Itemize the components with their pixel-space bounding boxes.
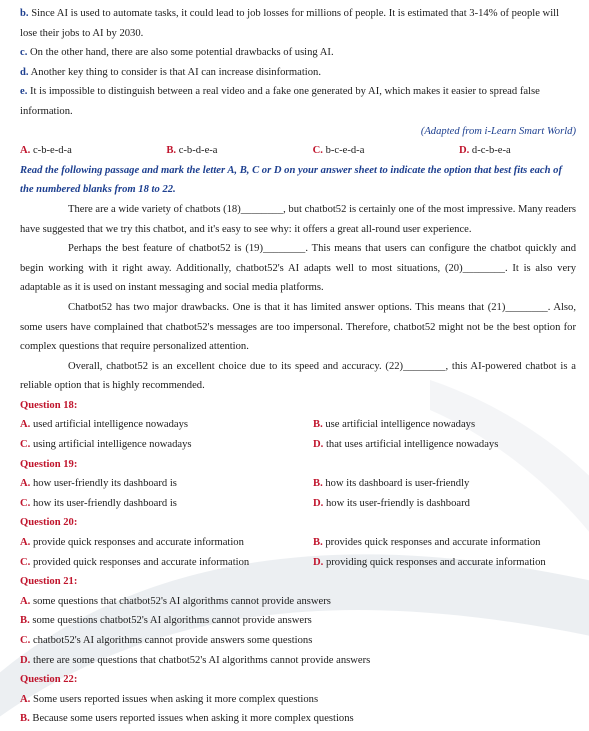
option-c[interactable]: C. chatbot52's AI algorithms cannot provide answers some questions — [20, 635, 313, 646]
passage — [20, 200, 576, 396]
question-20 — [20, 513, 576, 572]
option-c[interactable]: C. provided quick responses and accurate information — [20, 556, 250, 568]
question-label: Question 18: — [20, 399, 78, 411]
option-b[interactable]: B. use artificial intelligence nowadays — [313, 419, 476, 431]
question-18 — [20, 396, 576, 455]
question-label: Question 19: — [20, 458, 78, 470]
question-19 — [20, 455, 576, 514]
option-a[interactable]: A. Some users reported issues when asking it more complex questions — [20, 693, 319, 705]
source-citation: (Adapted from i-Learn Smart World) — [420, 125, 576, 137]
passage-paragraph: Overall, chatbot52 is an excellent choice due to its speed and accuracy. (22)________, this AI-powered chatbot is a reliable option that is highly recommended. — [20, 360, 576, 392]
option-b[interactable]: B. how its dashboard is user-friendly — [313, 478, 470, 490]
option-d[interactable]: D. how its user-friendly is dashboard — [313, 497, 470, 509]
question-22 — [20, 670, 576, 729]
option-d[interactable]: D. that uses artificial intelligence nowadays — [313, 439, 499, 451]
question-label: Question 20: — [20, 517, 78, 529]
intro-option-e: e. It is impossible to distinguish between a real video and a fake one generated by AI, which makes it easier to spread false information. — [20, 86, 540, 117]
intro-options — [20, 4, 576, 122]
order-answer-c[interactable]: C. b-c-e-d-a — [312, 145, 365, 157]
passage-paragraph: There are a wide variety of chatbots (18)________, but chatbot52 is certainly one of the most impressive. Many readers have suggested that we try this chatbot, and it's easy to see why: it offers a great all-round user experience. — [20, 203, 576, 235]
option-b[interactable]: B. some questions chatbot52's AI algorithms cannot provide answers — [20, 615, 312, 627]
option-a[interactable]: A. some questions that chatbot52's AI algorithms cannot provide answers — [20, 595, 331, 607]
exam-page — [20, 4, 576, 729]
question-label: Question 22: — [20, 674, 78, 686]
question-label: Question 21: — [20, 576, 78, 588]
option-b[interactable]: B. provides quick responses and accurate information — [313, 537, 541, 549]
option-a[interactable]: A. how user-friendly its dashboard is — [20, 478, 177, 490]
passage-paragraph: Perhaps the best feature of chatbot52 is (19)________. This means that users can configure the chatbot quickly and begin working with it right away. Additionally, chatbot52's AI adapts well to most situations, (20)________. It is also very adaptable as it is used on instant messaging and social media platforms. — [20, 243, 576, 294]
option-a[interactable]: A. provide quick responses and accurate information — [20, 537, 244, 549]
option-d[interactable]: D. providing quick responses and accurate information — [313, 556, 546, 568]
option-c[interactable]: C. how its user-friendly dashboard is — [20, 497, 177, 509]
option-b[interactable]: B. Because some users reported issues when asking it more complex questions — [20, 713, 354, 725]
instruction: Read the following passage and mark the letter A, B, C or D on your answer sheet to indicate the option that best fits each of the numbered blanks from 18 to 22. — [20, 164, 562, 196]
option-d[interactable]: D. there are some questions that chatbot52's AI algorithms cannot provide answers — [20, 654, 371, 666]
question-21 — [20, 572, 576, 670]
order-answer-d[interactable]: D. d-c-b-e-a — [458, 145, 511, 157]
order-answer-b[interactable]: B. c-b-d-e-a — [166, 145, 218, 157]
option-a[interactable]: A. used artificial intelligence nowadays — [20, 419, 188, 431]
intro-option-c: c. On the other hand, there are also some potential drawbacks of using AI. — [20, 47, 334, 59]
order-answer-row — [20, 141, 576, 161]
intro-option-b: b. Since AI is used to automate tasks, it could lead to job losses for millions of people. It is estimated that 3-14% of people will lose their jobs to AI by 2030. — [20, 8, 560, 39]
option-c[interactable]: C. using artificial intelligence nowadays — [20, 439, 192, 451]
intro-option-d: d. Another key thing to consider is that AI can increase disinformation. — [20, 66, 321, 78]
order-answer-a[interactable]: A. c-b-e-d-a — [20, 145, 72, 157]
passage-paragraph: Chatbot52 has two major drawbacks. One is that it has limited answer options. This means that (21)________. Also, some users have complained that chatbot52's messages are too impersonal. Therefore, chatbot52 might not be the best option for complex questions that require personalized attention. — [20, 301, 576, 353]
